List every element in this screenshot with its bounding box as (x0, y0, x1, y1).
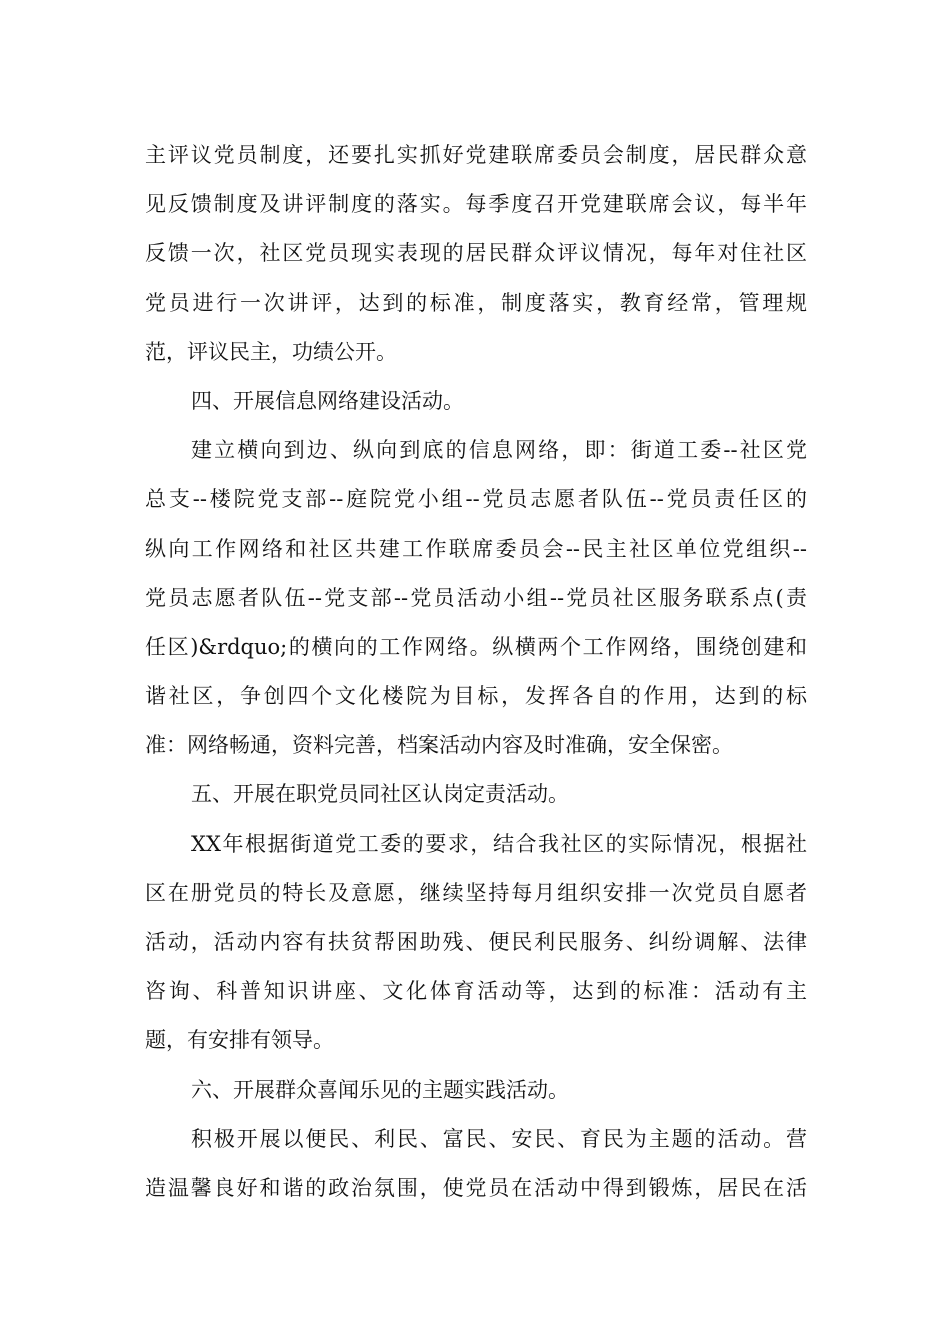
text-line: 区在册党员的特长及意愿，继续坚持每月组织安排一次党员自愿者 (145, 880, 807, 905)
text-line: 积极开展以便民、利民、富民、安民、育民为主题的活动。营 (191, 1126, 807, 1151)
section-heading: 五、开展在职党员同社区认岗定责活动。 (191, 782, 569, 807)
text-line: 准：网络畅通，资料完善，档案活动内容及时准确，安全保密。 (145, 733, 733, 758)
text-line: 谐社区，争创四个文化楼院为目标，发挥各自的作用，达到的标 (145, 684, 807, 709)
text-line: 总支--楼院党支部--庭院党小组--党员志愿者队伍--党员责任区的 (145, 487, 807, 512)
section-heading: 六、开展群众喜闻乐见的主题实践活动。 (191, 1077, 569, 1102)
text-line: 反馈一次，社区党员现实表现的居民群众评议情况，每年对住社区 (145, 241, 807, 266)
text-line: 纵向工作网络和社区共建工作联席委员会--民主社区单位党组织-- (145, 536, 807, 561)
text-line: 党员志愿者队伍--党支部--党员活动小组--党员社区服务联系点(责 (145, 585, 807, 610)
text-line: 建立横向到边、纵向到底的信息网络，即：街道工委--社区党 (191, 438, 807, 463)
text-line: 主评议党员制度，还要扎实抓好党建联席委员会制度，居民群众意 (145, 143, 807, 167)
text-line: 题，有安排有领导。 (145, 1028, 334, 1053)
section-heading: 四、开展信息网络建设活动。 (191, 388, 464, 413)
text-line: 见反馈制度及讲评制度的落实。每季度召开党建联席会议，每半年 (145, 192, 807, 217)
text-line: 咨询、科普知识讲座、文化体育活动等，达到的标准：活动有主 (145, 979, 807, 1004)
text-line: 任区)&rdquo;的横向的工作网络。纵横两个工作网络，围绕创建和 (145, 634, 807, 659)
text-line: 范，评议民主，功绩公开。 (145, 339, 397, 364)
text-line: 党员进行一次讲评，达到的标准，制度落实，教育经常，管理规 (145, 290, 807, 315)
text-line: 造温馨良好和谐的政治氛围，使党员在活动中得到锻炼，居民在活 (145, 1175, 807, 1200)
body-text (145, 131, 807, 1213)
text-line: 活动，活动内容有扶贫帮困助残、便民利民服务、纠纷调解、法律 (145, 930, 807, 954)
text-line: XX年根据街道党工委的要求，结合我社区的实际情况，根据社 (191, 831, 807, 856)
